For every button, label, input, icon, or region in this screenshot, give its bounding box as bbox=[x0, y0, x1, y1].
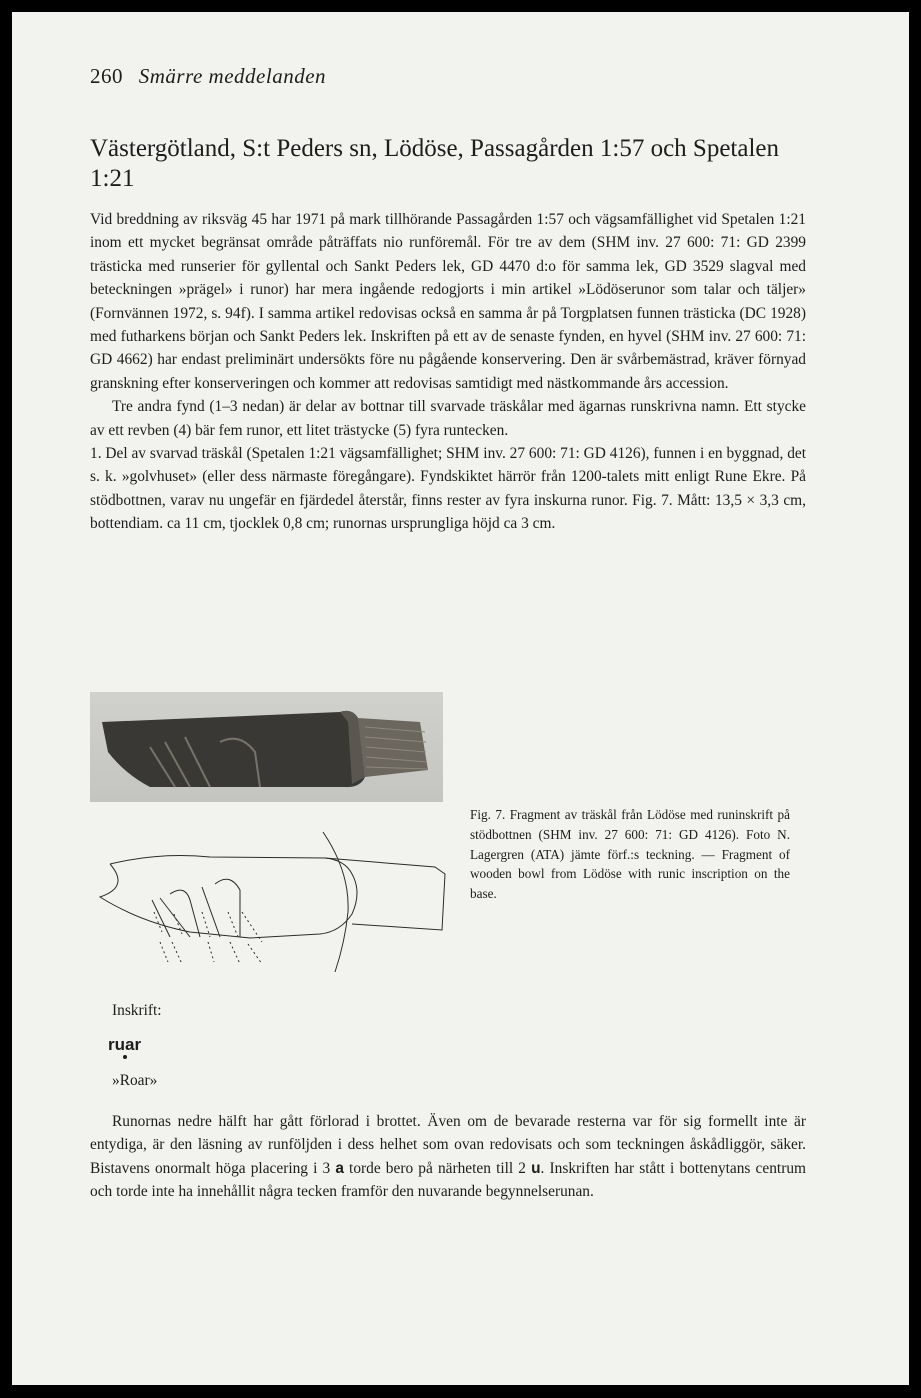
inscription-drawing bbox=[90, 812, 460, 977]
bowl-fragment-photo bbox=[90, 692, 443, 802]
paragraph-finds: Tre andra fynd (1–3 nedan) är delar av bottnar till svarvade träskålar med ägarnas runskrivna namn. Ett stycke av ett revben (4) bär fem runor, ett litet trästycke (5) fyra runtecken. bbox=[90, 398, 806, 439]
figure-caption: Fig. 7. Fragment av träskål från Lödöse med runinskrift på stödbottnen (SHM inv. 27 600: 71: GD 4126). Foto N. Lagergren (ATA) jämte förf.:s teckning. — Fragment of wooden bowl from Lödöse with runic inscription on the base. bbox=[470, 807, 790, 902]
rune-dot-icon bbox=[123, 1055, 127, 1059]
rune-u: u bbox=[531, 1159, 541, 1177]
rune-a: a bbox=[335, 1159, 344, 1177]
running-head bbox=[90, 64, 326, 89]
page bbox=[12, 12, 909, 1385]
inscription-reading: »Roar» bbox=[112, 1072, 158, 1089]
body-text bbox=[90, 208, 806, 536]
final-paragraph bbox=[90, 1110, 806, 1204]
rune-transliteration: ruar bbox=[108, 1035, 142, 1054]
inscription-label: Inskrift: bbox=[112, 1002, 162, 1019]
paragraph-item-1: 1. Del av svarvad träskål (Spetalen 1:21 vägsamfällighet; SHM inv. 27 600: 71: GD 4126), funnen i en byggnad, det s. k. »golvhuset» (eller dess närmaste föregångare). Fyndskiktet härrör från 1200-talets mitt enligt Rune Ekre. På stödbottnen, varav nu ungefär en fjärdedel återstår, finns rester av fyra inskurna runor. Fig. 7. Mått: 13,5 × 3,3 cm, bottendiam. ca 11 cm, tjocklek 0,8 cm; runornas ursprungliga höjd ca 3 cm. bbox=[90, 445, 806, 533]
final-text-1: Runornas nedre hälft har gått förlorad i brottet. Även om de bevarade resterna var för sig formellt inte är entydiga, är den läsning av runföljden i dess helhet som ovan redovisats och som teckningen åskådliggör, säker. Bistavens onormalt höga placering i 3 bbox=[90, 1113, 806, 1177]
section-title: Smärre meddelanden bbox=[138, 64, 327, 88]
final-text-2: torde bero på närheten till 2 bbox=[343, 1159, 532, 1177]
page-number: 260 bbox=[90, 64, 123, 88]
paragraph-intro: Vid breddning av riksväg 45 har 1971 på mark tillhörande Passagården 1:57 och vägsamfällighet vid Spetalen 1:21 inom ett mycket begränsat område påträffats nio runföremål. För tre av dem (SHM inv. 27 600: 71: GD 2399 trästicka med runserier för gyllental och Sankt Peders lek, GD 4470 d:o för samma lek, GD 3529 slagval med beteckningen »prägel» i runor) har mera ingående redogjorts i min artikel »Lödöserunor som talar och täljer» (Fornvännen 1972, s. 94f). I samma artikel redovisas också en samma år på Torgplatsen funnen trästicka (DC 1928) med futharkens början och Sankt Peders lek. Inskriften på ett av de senaste fynden, en hyvel (SHM inv. 27 600: 71: GD 4662) har endast preliminärt undersökts före nu pågående konservering. Den är svårbemästrad, kräver förnyad granskning efter konserveringen och kommer att redovisas samtidigt med nästkommande års accession. bbox=[90, 211, 806, 392]
article-title: Västergötland, S:t Peders sn, Lödöse, Passagården 1:57 och Spetalen 1:21 bbox=[90, 135, 780, 192]
final-text-3: . Inskriften har stått i bottenytans centrum och torde inte ha innehållit några tecken framför den nuvarande begynnelserunan. bbox=[90, 1159, 806, 1201]
